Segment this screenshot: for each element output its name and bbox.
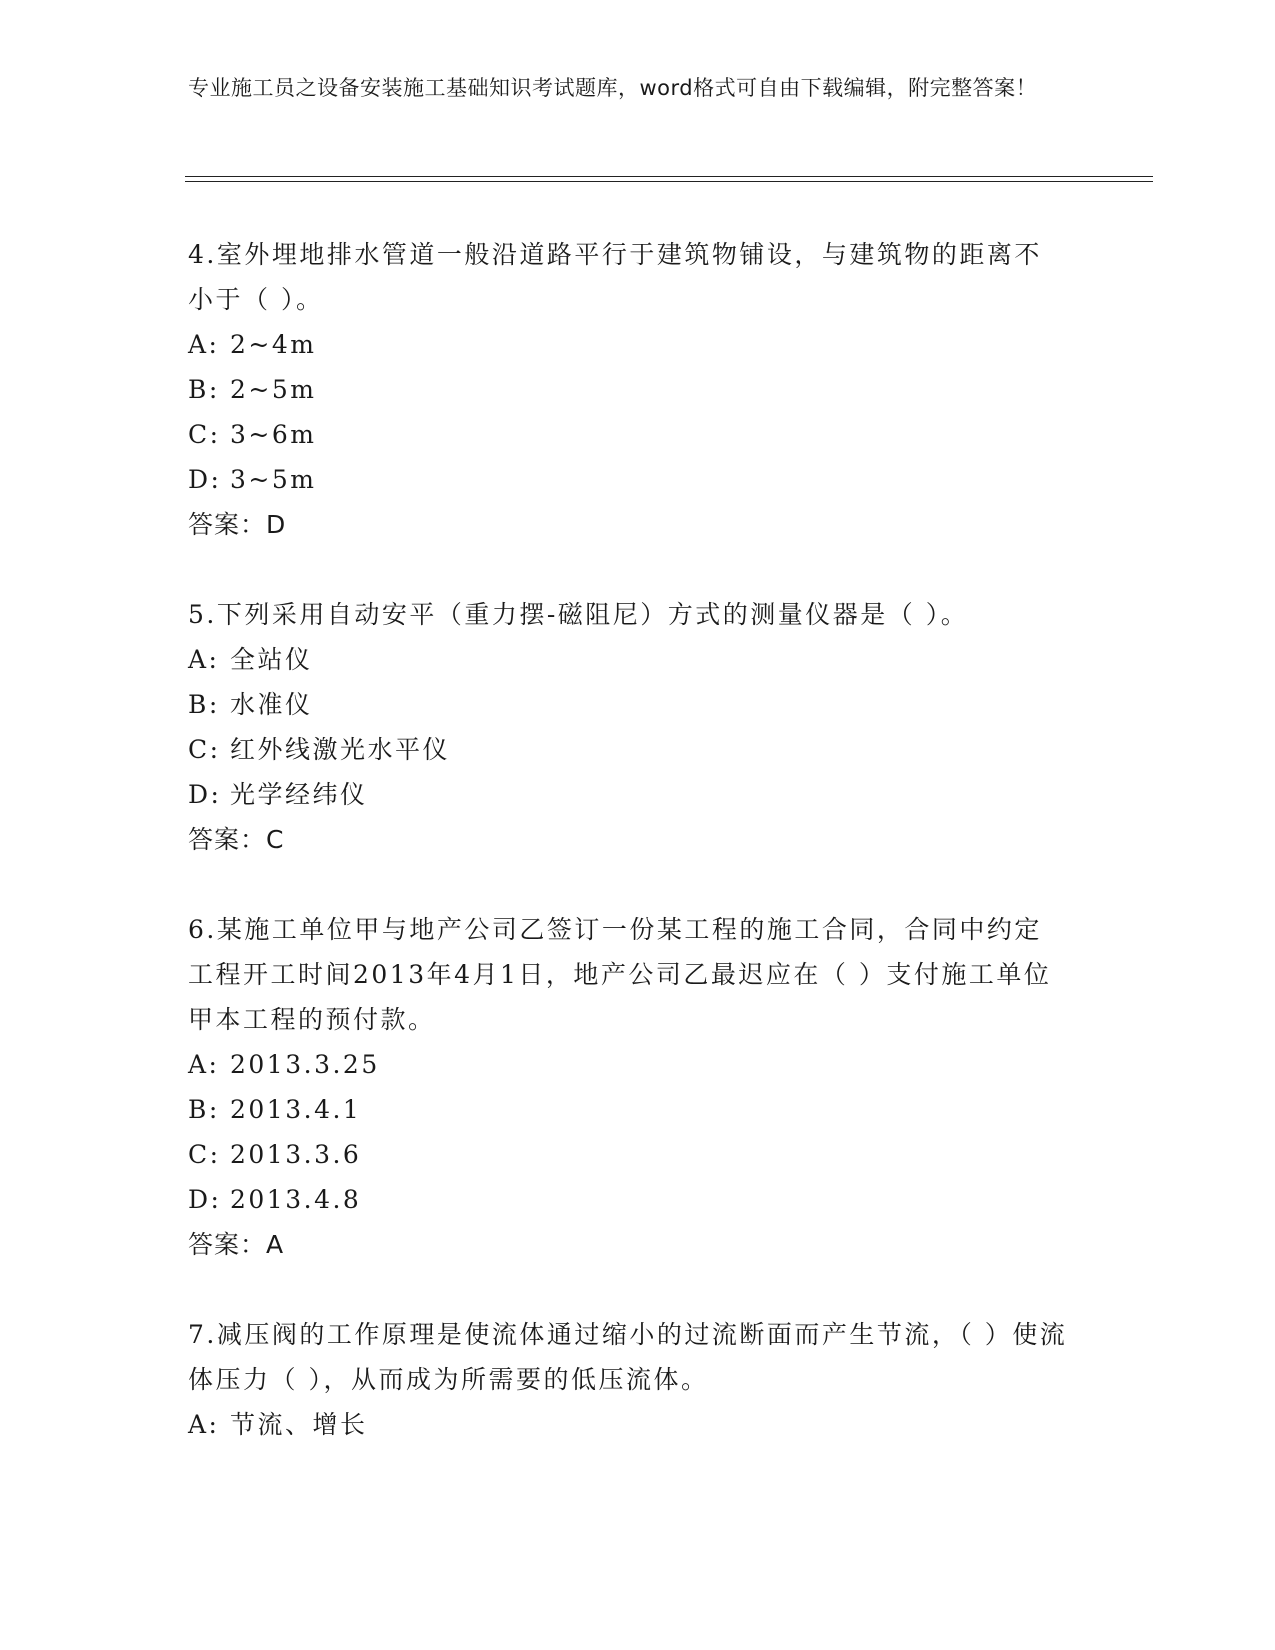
option-key: B: bbox=[188, 375, 220, 404]
option-key: C: bbox=[188, 1140, 221, 1169]
option-value: 光学经纬仪 bbox=[230, 780, 368, 809]
option-c bbox=[188, 1132, 1068, 1177]
option-b bbox=[188, 682, 1068, 727]
option-b bbox=[188, 367, 1068, 412]
option-a bbox=[188, 1402, 1068, 1447]
option-key: C: bbox=[188, 420, 221, 449]
option-key: D: bbox=[188, 465, 222, 494]
answer-text: 答案：C bbox=[188, 825, 285, 854]
option-value: 2013.4.8 bbox=[230, 1185, 362, 1214]
question-text: 5.下列采用自动安平（重力摆-磁阻尼）方式的测量仪器是（ ）。 bbox=[188, 600, 969, 629]
option-a bbox=[188, 637, 1068, 682]
option-value: 3~6m bbox=[230, 420, 317, 449]
option-key: A: bbox=[188, 645, 220, 674]
option-a bbox=[188, 322, 1068, 367]
option-a bbox=[188, 1042, 1068, 1087]
question-item bbox=[188, 1312, 1068, 1447]
option-key: B: bbox=[188, 690, 220, 719]
option-c bbox=[188, 727, 1068, 772]
option-value: 红外线激光水平仪 bbox=[230, 735, 451, 764]
option-key: A: bbox=[188, 330, 220, 359]
option-key: C: bbox=[188, 735, 221, 764]
option-d bbox=[188, 772, 1068, 817]
option-value: 3~5m bbox=[230, 465, 317, 494]
option-key: D: bbox=[188, 780, 222, 809]
option-value: 全站仪 bbox=[230, 645, 313, 674]
question-item bbox=[188, 907, 1068, 1267]
option-value: 节流、增长 bbox=[230, 1410, 368, 1439]
option-value: 2013.3.6 bbox=[230, 1140, 362, 1169]
option-value: 2013.3.25 bbox=[230, 1050, 380, 1079]
option-value: 2~4m bbox=[230, 330, 317, 359]
option-value: 2~5m bbox=[230, 375, 317, 404]
question-text: 7.减压阀的工作原理是使流体通过缩小的过流断面而产生节流，（ ）使流体压力（ ），从而成为所需要的低压流体。 bbox=[188, 1320, 1068, 1394]
answer-text: 答案：D bbox=[188, 510, 287, 539]
option-key: A: bbox=[188, 1410, 220, 1439]
option-key: B: bbox=[188, 1095, 220, 1124]
question-item bbox=[188, 232, 1068, 547]
answer-text: 答案：A bbox=[188, 1230, 285, 1259]
option-value: 2013.4.1 bbox=[230, 1095, 362, 1124]
option-d bbox=[188, 457, 1068, 502]
question-text: 6.某施工单位甲与地产公司乙签订一份某工程的施工合同，合同中约定工程开工时间2013年4月1日，地产公司乙最迟应在（ ）支付施工单位甲本工程的预付款。 bbox=[188, 915, 1052, 1034]
option-d bbox=[188, 1177, 1068, 1222]
document-header bbox=[188, 72, 1068, 105]
header-divider-bottom bbox=[185, 181, 1153, 182]
option-c bbox=[188, 412, 1068, 457]
header-divider-top bbox=[185, 176, 1153, 177]
option-key: D: bbox=[188, 1185, 222, 1214]
question-list bbox=[188, 232, 1068, 1492]
header-text: 专业施工员之设备安装施工基础知识考试题库，word格式可自由下载编辑，附完整答案！ bbox=[188, 76, 1038, 100]
question-item bbox=[188, 592, 1068, 862]
option-key: A: bbox=[188, 1050, 220, 1079]
option-value: 水准仪 bbox=[230, 690, 313, 719]
question-text: 4.室外埋地排水管道一般沿道路平行于建筑物铺设，与建筑物的距离不小于（ ）。 bbox=[188, 240, 1042, 314]
option-b bbox=[188, 1087, 1068, 1132]
